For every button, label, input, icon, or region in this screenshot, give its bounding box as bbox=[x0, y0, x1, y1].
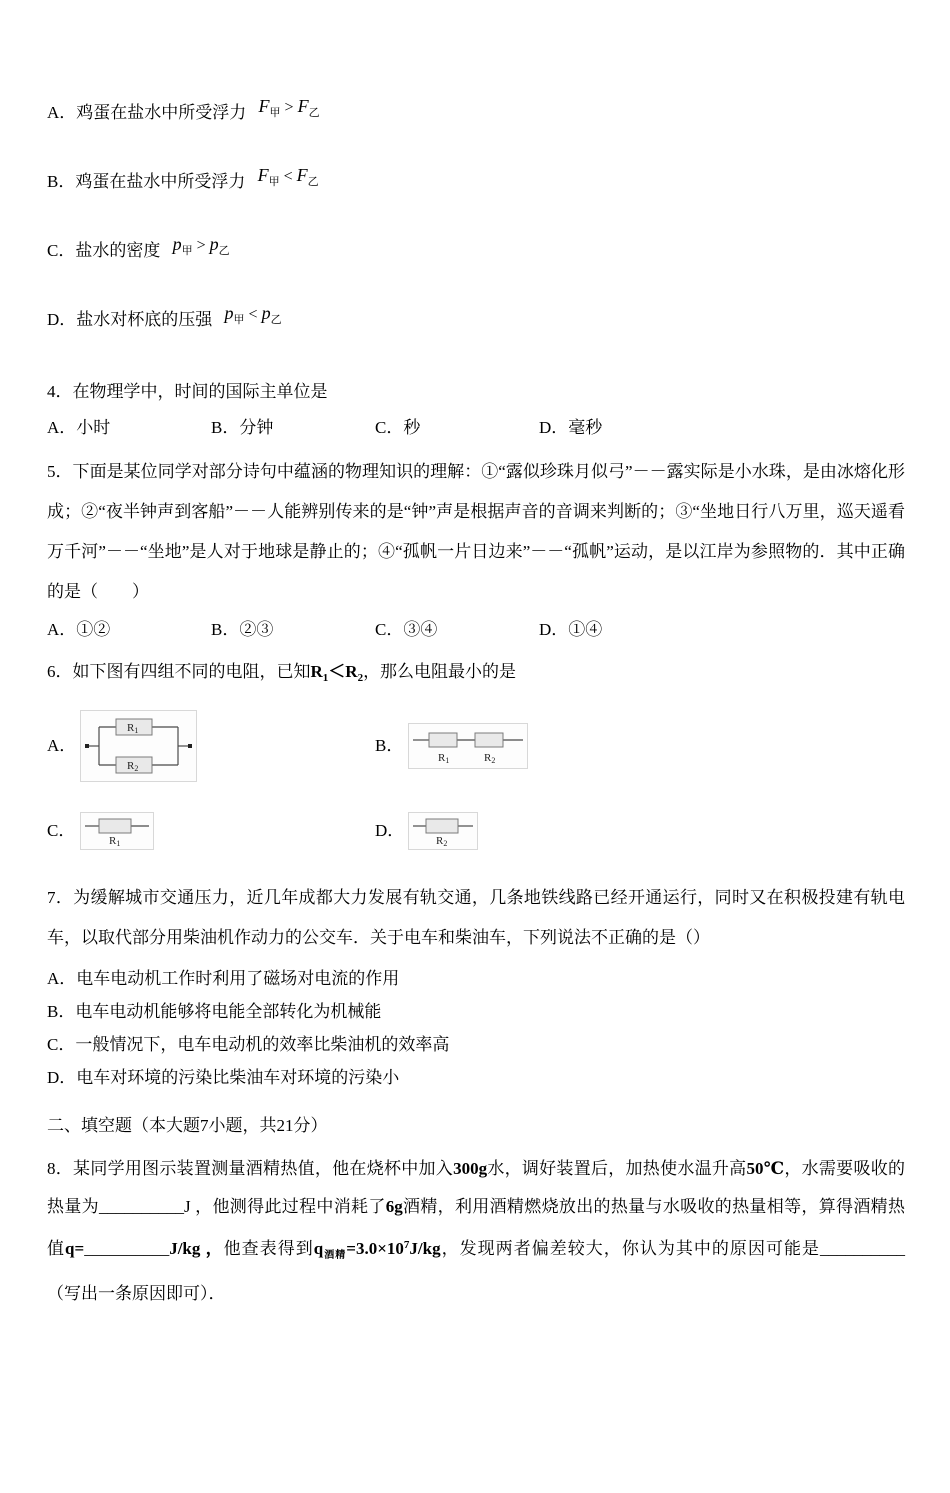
q-equals: q= bbox=[65, 1239, 85, 1258]
resistor-r1-label bbox=[109, 835, 120, 846]
q5-option-b: B．②③ bbox=[211, 620, 274, 639]
unit-joule: J ，他测得此过程中消耗了 bbox=[183, 1197, 386, 1216]
q3-option-a bbox=[47, 98, 905, 133]
question-5-options bbox=[47, 612, 905, 648]
q6-option-b bbox=[375, 723, 528, 769]
q6-option-c bbox=[47, 812, 375, 850]
value-300g: 300g bbox=[453, 1159, 488, 1178]
q4-option-d: D．毫秒 bbox=[539, 418, 603, 437]
q6-circuit-row-1 bbox=[47, 710, 905, 782]
q5-option-a: A．①② bbox=[47, 620, 111, 639]
q4-option-b: B．分钟 bbox=[211, 418, 274, 437]
circuit-single-r1 bbox=[85, 816, 149, 846]
formula-var: F bbox=[258, 96, 270, 116]
label-sub: 1 bbox=[445, 756, 450, 765]
option-text: 鸡蛋在盐水中所受浮力 bbox=[75, 172, 246, 191]
text-run: 8．某同学用图示装置测量酒精热值，他在烧杯中加入 bbox=[47, 1159, 454, 1178]
option-label: B． bbox=[375, 736, 404, 755]
q5-option-c: C．③④ bbox=[375, 620, 438, 639]
formula-var: p bbox=[224, 303, 234, 323]
value-6g: 6g bbox=[385, 1197, 403, 1216]
formula-sub: 甲 bbox=[268, 176, 280, 188]
terminal-left bbox=[85, 744, 89, 748]
label-base: R bbox=[484, 752, 492, 764]
formula-operator: > bbox=[196, 237, 206, 254]
formula-operator: < bbox=[248, 306, 258, 323]
circuit-parallel-r1-r2 bbox=[85, 714, 192, 778]
resistor-r2-label bbox=[436, 835, 447, 846]
circuit-image-parallel bbox=[80, 710, 197, 782]
circuit-single-r2 bbox=[413, 816, 473, 846]
q4-option-c: C．秒 bbox=[375, 418, 421, 437]
value-3e7-exp: 7 bbox=[403, 1239, 410, 1251]
blank-underline-3: __________ bbox=[820, 1239, 906, 1258]
text-run: 6．如下图有四组不同的电阻，已知 bbox=[47, 662, 311, 681]
label-base: R bbox=[438, 752, 446, 764]
label-base: R bbox=[109, 835, 117, 846]
q3-option-c bbox=[47, 236, 905, 271]
blank-underline-2: __________ bbox=[84, 1239, 170, 1258]
label-base: R bbox=[436, 835, 444, 846]
label-sub: 2 bbox=[491, 756, 496, 765]
option-text: 盐水的密度 bbox=[75, 241, 161, 260]
formula-var: F bbox=[296, 165, 308, 185]
option-label: D． bbox=[375, 821, 405, 840]
unit-jpkg: J/kg ， bbox=[169, 1239, 224, 1258]
option-label: A． bbox=[47, 736, 77, 755]
text-run: R bbox=[345, 662, 358, 681]
formula-sub: 乙 bbox=[307, 176, 319, 188]
option-text: 盐水对杯底的压强 bbox=[76, 310, 213, 329]
option-label: A． bbox=[47, 103, 77, 122]
question-6-stem bbox=[47, 654, 905, 696]
question-4 bbox=[47, 374, 905, 446]
option-text: 鸡蛋在盐水中所受浮力 bbox=[76, 103, 247, 122]
formula-var: p bbox=[209, 234, 219, 254]
circuit-image-series bbox=[408, 723, 528, 769]
q-alcohol-base: q bbox=[313, 1239, 324, 1258]
question-5 bbox=[47, 452, 905, 648]
question-7 bbox=[47, 878, 905, 1094]
buoyancy-formula-lt bbox=[258, 161, 319, 196]
formula-operator: > bbox=[284, 99, 294, 116]
text-run: 他查表得到 bbox=[223, 1239, 314, 1258]
circuit-image-single-r2 bbox=[408, 812, 478, 850]
subscript: 1 bbox=[322, 672, 329, 684]
question-7-options bbox=[47, 962, 905, 1094]
option-label: D． bbox=[47, 310, 77, 329]
text-run: 酒精，利用酒精燃烧放出的热量与水吸收的热量相等，算得酒精热值 bbox=[47, 1197, 905, 1258]
q-alcohol-sub: 酒精 bbox=[323, 1250, 347, 1261]
buoyancy-formula-gt bbox=[259, 92, 320, 127]
label-sub: 2 bbox=[443, 839, 448, 846]
q3-option-b bbox=[47, 167, 905, 202]
q5-option-d: D．①④ bbox=[539, 620, 603, 639]
q6-option-d bbox=[375, 812, 478, 850]
option-label: C． bbox=[47, 241, 76, 260]
formula-var: p bbox=[261, 303, 271, 323]
text-run: ，发现两者偏差较大，你认为其中的原因可能是 bbox=[440, 1239, 821, 1258]
pressure-formula-lt bbox=[225, 299, 282, 334]
text-run: R bbox=[310, 662, 323, 681]
q6-circuit-row-2 bbox=[47, 812, 905, 850]
terminal-right bbox=[188, 744, 192, 748]
formula-sub: 甲 bbox=[233, 314, 245, 326]
circuit-image-single-r1 bbox=[80, 812, 154, 850]
formula-sub: 甲 bbox=[181, 245, 193, 257]
circuit-series-r1-r2 bbox=[413, 727, 523, 765]
question-5-stem: 5．下面是某位同学对部分诗句中蕴涵的物理知识的理解：①“露似珍珠月似弓”－－露实际是小水珠，是由冰熔化形成；②“夜半钟声到客船”－－人能辨别传来的是“钟”声是根据声音的音调来判断的；③“坐地日行八万里，巡天遥看万千河”－－“坐地”是人对于地球是静止的；④“孤帆一片日边来”－－“孤帆”运动，是以江岸为参照物的．其中正确的是（ ） bbox=[47, 462, 905, 601]
resistor-r1 bbox=[99, 819, 131, 833]
formula-var: F bbox=[297, 96, 309, 116]
q6-option-a bbox=[47, 710, 375, 782]
q7-option-a: A．电车电动机工作时利用了磁场对电流的作用 bbox=[47, 969, 400, 988]
formula-sub: 乙 bbox=[218, 245, 230, 257]
q3-option-d bbox=[47, 305, 905, 340]
blank-underline-1: __________ bbox=[98, 1197, 184, 1216]
option-label: B． bbox=[47, 172, 76, 191]
value-50c: 50℃ bbox=[746, 1159, 785, 1178]
resistor-r2-label bbox=[484, 752, 495, 765]
q7-option-b: B．电车电动机能够将电能全部转化为机械能 bbox=[47, 1002, 382, 1021]
question-7-stem: 7．为缓解城市交通压力，近几年成都大力发展有轨交通，几条地铁线路已经开通运行，同时又在积极投建有轨电车，以取代部分用柴油机作动力的公交车．关于电车和柴油车，下列说法不正确的是（） bbox=[47, 888, 905, 947]
resistor-inequality bbox=[310, 662, 364, 684]
resistor-r1-label bbox=[438, 752, 449, 765]
label-base: R bbox=[127, 722, 135, 734]
q7-option-c: C．一般情况下，电车电动机的效率比柴油机的效率高 bbox=[47, 1035, 450, 1054]
resistor-r1 bbox=[429, 733, 457, 747]
unit-jpkg-2: J/kg bbox=[409, 1239, 441, 1258]
section-2-header: 二、填空题（本大题7小题，共21分） bbox=[47, 1116, 328, 1135]
formula-var: p bbox=[172, 234, 182, 254]
operator: ＜ bbox=[328, 662, 346, 681]
question-8 bbox=[47, 1150, 905, 1313]
q4-option-a: A．小时 bbox=[47, 418, 111, 437]
formula-sub: 乙 bbox=[270, 314, 282, 326]
formula-sub: 乙 bbox=[308, 107, 320, 119]
q7-option-d: D．电车对环境的污染比柴油车对环境的污染小 bbox=[47, 1068, 400, 1087]
question-4-stem: 4．在物理学中，时间的国际主单位是 bbox=[47, 382, 328, 401]
label-sub: 1 bbox=[116, 839, 121, 846]
label-base: R bbox=[127, 760, 135, 772]
question-4-options bbox=[47, 410, 905, 446]
text-run: 水，调好装置后，加热使水温升高 bbox=[487, 1159, 747, 1178]
resistor-r2 bbox=[475, 733, 503, 747]
text-run: ，那么电阻最小的是 bbox=[363, 662, 517, 681]
question-6 bbox=[47, 654, 905, 850]
option-label: C． bbox=[47, 821, 76, 840]
formula-operator: < bbox=[283, 168, 293, 185]
density-formula-gt bbox=[173, 230, 230, 265]
resistor-r2 bbox=[426, 819, 458, 833]
text-run: （写出一条原因即可）． bbox=[47, 1284, 226, 1303]
label-sub: 2 bbox=[134, 764, 139, 773]
label-sub: 1 bbox=[134, 726, 139, 735]
formula-var: F bbox=[257, 165, 269, 185]
subscript: 2 bbox=[357, 672, 364, 684]
formula-sub: 甲 bbox=[269, 107, 281, 119]
value-3e7-base: =3.0×10 bbox=[346, 1239, 404, 1258]
text-run: ，水需要吸收的热量为 bbox=[47, 1159, 905, 1216]
